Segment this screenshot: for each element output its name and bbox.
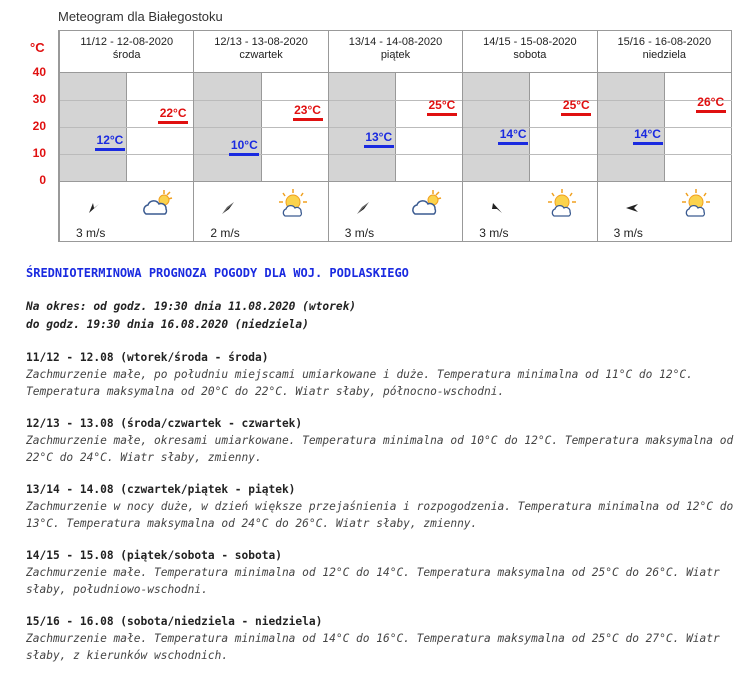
period-from: Na okres: od godz. 19:30 dnia 11.08.2020 (wtorek) <box>26 300 357 313</box>
temp-value: 14°C <box>499 127 527 142</box>
wind-speed: 3 m/s <box>613 226 643 240</box>
section-heading: 12/13 - 13.08 (środa/czwartek - czwartek) <box>26 417 303 430</box>
temp-value: 10°C <box>230 138 258 152</box>
day-weekday: środa <box>112 49 141 61</box>
temp-value: 23°C <box>294 102 321 117</box>
sun-cloud-icon <box>544 188 580 220</box>
grid-line <box>463 127 597 128</box>
temp-bar <box>427 113 457 116</box>
arrow-southeast-icon <box>489 200 505 216</box>
wind-weather-row <box>194 181 327 243</box>
section-heading: 15/16 - 16.08 (sobota/niedziela - niedziela) <box>26 615 323 628</box>
day-column <box>193 31 327 241</box>
max-temp-label <box>158 106 188 124</box>
day-weekday: niedziela <box>642 49 686 61</box>
temp-bar <box>561 113 591 116</box>
temp-bar <box>95 148 125 151</box>
forecast-text <box>26 266 738 664</box>
temp-value: 25°C <box>562 97 590 112</box>
grid-line <box>60 127 194 128</box>
section-text: Zachmurzenie małe, po południu miejscami umiarkowane i duże. Temperatura minimalna od 11°C do 12°C. Temperatura maksymalna od 20°C do 22°C. Wiatr słaby, północno-wschodni. <box>26 368 693 398</box>
arrow-variable-icon <box>220 200 236 216</box>
partly-cloudy-icon <box>140 188 176 220</box>
grid-line <box>60 100 194 101</box>
section-text: Zachmurzenie małe. Temperatura minimalna od 14°C do 16°C. Temperatura maksymalna od 25°C do 27°C. Wiatr słaby, z kierunków wschodnich. <box>26 632 720 662</box>
sun-cloud-icon <box>275 188 311 220</box>
temp-bar <box>229 153 259 156</box>
day-column <box>328 31 462 241</box>
forecast-section <box>26 548 738 598</box>
temp-value: 13°C <box>365 129 393 144</box>
temp-bar <box>498 142 528 145</box>
forecast-title: ŚREDNIOTERMINOWA PROGNOZA POGODY DLA WOJ. PODLASKIEGO <box>26 266 409 280</box>
min-temp-label <box>633 127 663 145</box>
forecast-section <box>26 350 738 400</box>
period-to: do godz. 19:30 dnia 16.08.2020 (niedziela) <box>26 318 309 331</box>
grid-line <box>194 127 328 128</box>
y-tick-20: 20 <box>32 119 46 133</box>
arrow-southwest-icon <box>86 200 102 216</box>
wind-speed: 2 m/s <box>210 226 240 240</box>
day-header <box>598 31 731 73</box>
min-temp-label <box>95 133 125 151</box>
min-temp-label <box>364 130 394 148</box>
day-column <box>59 31 193 241</box>
grid-line <box>194 154 328 155</box>
wind-weather-row <box>463 181 596 243</box>
temp-bar <box>158 121 188 124</box>
section-heading: 14/15 - 15.08 (piątek/sobota - sobota) <box>26 549 282 562</box>
day-header <box>60 31 193 73</box>
max-temp-label <box>561 98 591 116</box>
temp-bar <box>293 118 323 121</box>
y-tick-0: 0 <box>39 173 46 187</box>
temp-value: 12°C <box>96 132 124 147</box>
temp-bar <box>696 110 726 113</box>
y-tick-30: 30 <box>32 92 46 106</box>
grid-line <box>60 154 194 155</box>
grid-line <box>598 154 732 155</box>
day-header <box>194 31 327 73</box>
day-dates: 12/13 - 13-08-2020 <box>214 36 308 48</box>
day-dates: 14/15 - 15-08-2020 <box>483 36 577 48</box>
day-dates: 11/12 - 12-08-2020 <box>80 36 174 48</box>
day-column <box>597 31 731 241</box>
grid-line <box>329 127 463 128</box>
temp-bar <box>633 142 663 145</box>
day-header <box>463 31 596 73</box>
day-column <box>462 31 596 241</box>
temp-value: 25°C <box>428 97 456 112</box>
grid-line <box>598 127 732 128</box>
day-weekday: sobota <box>513 49 547 61</box>
wind-weather-row <box>329 181 462 243</box>
forecast-section <box>26 614 738 664</box>
meteogram-frame <box>58 30 732 242</box>
y-tick-40: 40 <box>32 65 46 79</box>
wind-speed: 3 m/s <box>76 226 106 240</box>
partly-cloudy-icon <box>409 188 445 220</box>
section-text: Zachmurzenie małe. Temperatura minimalna od 12°C do 14°C. Temperatura maksymalna od 25°C do 26°C. Wiatr słaby, południowo-wschodni. <box>26 566 720 596</box>
temp-bar <box>364 145 394 148</box>
min-temp-label <box>498 127 528 145</box>
arrow-variable-icon <box>355 200 371 216</box>
wind-weather-row <box>60 181 193 243</box>
temp-value: 26°C <box>697 94 725 109</box>
grid-line <box>194 100 328 101</box>
temp-value: 22°C <box>159 105 187 120</box>
max-temp-label <box>696 95 726 113</box>
day-header <box>329 31 462 73</box>
arrow-east-icon <box>624 200 640 216</box>
section-text: Zachmurzenie małe, okresami umiarkowane. Temperatura minimalna od 10°C do 12°C. Temperatura maksymalna od 22°C do 24°C. Wiatr słaby, zmienny. <box>26 434 734 464</box>
temp-value: 14°C <box>634 127 661 142</box>
grid-line <box>329 154 463 155</box>
max-temp-label <box>427 98 457 116</box>
y-tick-10: 10 <box>32 146 46 160</box>
day-dates: 13/14 - 14-08-2020 <box>348 36 443 48</box>
meteogram <box>0 0 743 250</box>
section-heading: 13/14 - 14.08 (czwartek/piątek - piątek) <box>26 483 296 496</box>
day-weekday: piątek <box>380 49 411 61</box>
grid-line <box>463 154 597 155</box>
min-temp-label <box>229 138 259 156</box>
wind-speed: 3 m/s <box>344 226 375 240</box>
max-temp-label <box>293 103 323 121</box>
section-text: Zachmurzenie w nocy duże, w dzień większe przejaśnienia i rozpogodzenia. Temperatura minimalna od 12°C do 13°C. Temperatura maksymalna od 24°C do 26°C. Wiatr słaby, zmienny. <box>26 500 734 530</box>
section-heading: 11/12 - 12.08 (wtorek/środa - środa) <box>26 351 269 364</box>
sun-cloud-icon <box>678 188 714 220</box>
forecast-section <box>26 416 738 466</box>
day-weekday: czwartek <box>239 49 283 61</box>
meteogram-title: Meteogram dla Białegostoku <box>58 9 223 24</box>
day-dates: 15/16 - 16-08-2020 <box>617 36 712 48</box>
temperature-unit: °C <box>30 40 45 55</box>
forecast-section <box>26 482 738 532</box>
wind-weather-row <box>598 181 731 243</box>
wind-speed: 3 m/s <box>479 226 509 240</box>
